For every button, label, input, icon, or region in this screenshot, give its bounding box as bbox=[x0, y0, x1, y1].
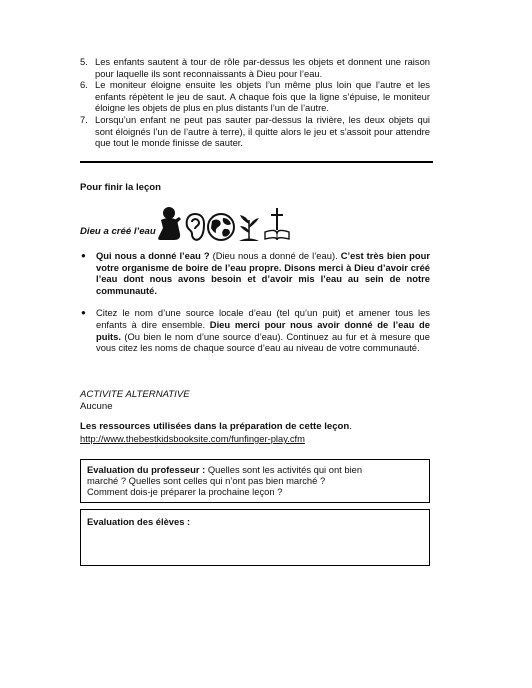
step-text: Lorsqu’un enfant ne peut pas sauter par-dessus la rivière, les deux objets qui sont éloignés l’un de l’autre à terre), il quitte alors le jeu et s’assoit pour attendre que tout le monde finisse de sauter. bbox=[95, 113, 430, 149]
resource-link[interactable]: http://www.thebestkidsbooksite.com/funfinger-play.cfm bbox=[80, 433, 305, 444]
bullet-text bbox=[96, 307, 430, 353]
alternative-activity-value: Aucune bbox=[80, 401, 113, 412]
bullet-text bbox=[96, 250, 430, 296]
plant-icon bbox=[236, 212, 262, 242]
bullet-icon: ● bbox=[81, 251, 86, 260]
steps-list bbox=[80, 56, 430, 149]
intro-text: Citez le nom d’une source locale d’eau (tel qu’un puit) et amener tous les enfants à dire ensemble. bbox=[96, 307, 430, 330]
teacher-evaluation-box bbox=[80, 459, 430, 503]
student-evaluation-label: Evaluation des élèves : bbox=[87, 516, 191, 527]
globe-icon bbox=[206, 212, 236, 242]
step-number: 5. bbox=[80, 56, 88, 67]
step-number: 7. bbox=[80, 113, 88, 125]
teacher-evaluation-line-1 bbox=[87, 464, 423, 475]
step-text: Le moniteur éloigne ensuite les objets l’un même plus loin que l’autre et les enfants répètent le jeu de saut. A chaque fois que la ligne s’épuise, le moniteur éloigne les objets de plus en plus distants l’un de l’autre. bbox=[95, 79, 430, 114]
teacher-evaluation-text: Quelles sont les activités qui ont bien bbox=[205, 464, 363, 475]
answer-text: (Dieu nous a donné de l’eau). bbox=[209, 250, 341, 261]
picture-symbols bbox=[156, 204, 292, 242]
list-item bbox=[80, 114, 430, 149]
cross-bible-icon bbox=[262, 206, 292, 242]
student-evaluation-box[interactable] bbox=[80, 509, 430, 566]
emphasis-text: C’est très bien pour votre organisme de boire de l’eau propre. Disons merci à Dieu d’avoir créé l’eau dont nous avons besoin et d’avoir mis l’eau au sein de notre communauté. bbox=[96, 250, 430, 296]
lesson-subtitle: Dieu a créé l’eau bbox=[80, 226, 156, 237]
resources-title bbox=[80, 421, 352, 432]
alternative-activity-title: ACTIVITE ALTERNATIVE bbox=[80, 389, 190, 400]
list-item bbox=[80, 56, 430, 79]
child-praying-icon bbox=[156, 206, 184, 242]
step-text: Les enfants sautent à tour de rôle par-dessus les objets et donnent une raison pour laquelle ils sont reconnaissants à Dieu pour l’eau. bbox=[95, 56, 430, 79]
list-item bbox=[80, 79, 430, 114]
teacher-evaluation-label: Evaluation du professeur : bbox=[87, 464, 206, 475]
subtitle-row bbox=[80, 204, 380, 242]
rest-text: (Ou bien le nom d’une source d’eau). Continuez au fur et à mesure que vous citez les noms de chaque source d’eau au niveau de votre communauté. bbox=[96, 330, 430, 354]
list-item bbox=[80, 307, 430, 353]
section-divider bbox=[80, 161, 433, 163]
step-number: 6. bbox=[80, 79, 88, 91]
resources-title-period: . bbox=[349, 421, 352, 432]
question-text: Qui nous a donné l’eau ? bbox=[96, 250, 210, 261]
bullet-icon: ● bbox=[81, 308, 86, 318]
section-title: Pour finir la leçon bbox=[80, 182, 162, 193]
closing-bullets bbox=[80, 250, 430, 365]
teacher-evaluation-line-2: marché ? Quelles sont celles qui n’ont pas bien marché ? bbox=[87, 475, 326, 487]
emphasis-text: Dieu merci pour nous avoir donné de l’eau de puits. bbox=[96, 318, 430, 342]
ear-icon bbox=[184, 212, 206, 242]
teacher-evaluation-line-3: Comment dois-je préparer la prochaine leçon ? bbox=[87, 486, 283, 498]
resources-title-text: Les ressources utilisées dans la préparation de cette leçon bbox=[80, 421, 350, 432]
list-item bbox=[80, 250, 430, 296]
